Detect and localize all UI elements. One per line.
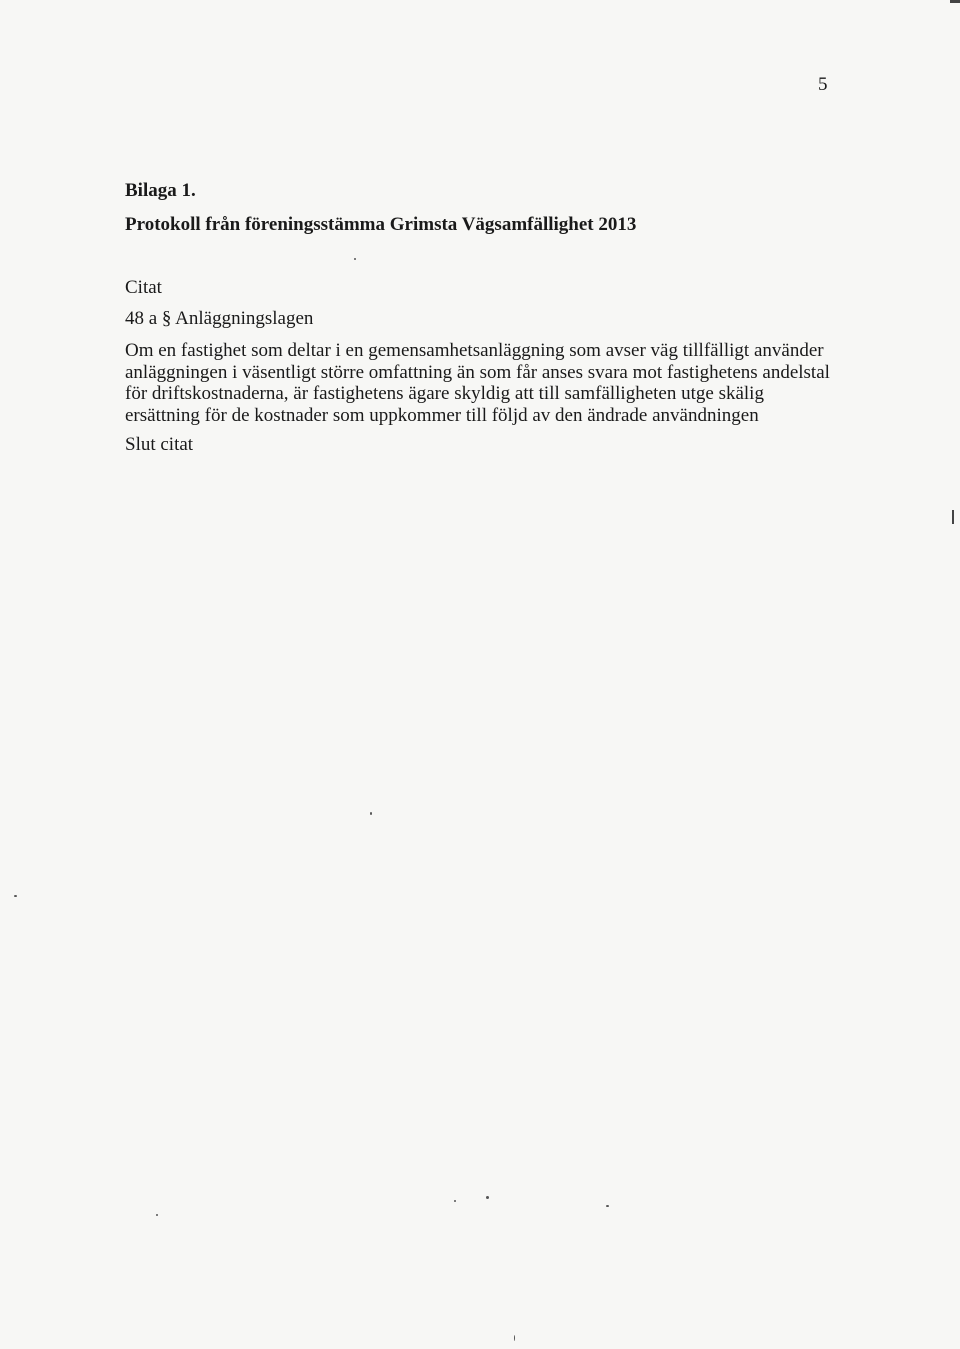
paragraph-line: anläggningen i väsentligt större omfattning än som får anses svara mot fastighetens andelstal xyxy=(125,361,830,383)
page-number: 5 xyxy=(818,74,828,95)
quote-start: Citat xyxy=(125,277,162,298)
paragraph-line: Om en fastighet som deltar i en gemensamhetsanläggning som avser väg tillfälligt använder xyxy=(125,340,824,361)
law-section-reference: 48 a § Anläggningslagen xyxy=(125,308,314,329)
scan-speck xyxy=(486,1196,489,1199)
scan-edge-mark xyxy=(952,510,954,524)
scan-speck xyxy=(14,895,17,897)
scan-speck xyxy=(370,812,372,815)
scan-speck xyxy=(454,1200,456,1202)
document-title: Protokoll från föreningsstämma Grimsta Vägsamfällighet 2013 xyxy=(125,214,637,235)
scan-speck xyxy=(514,1335,515,1341)
scan-speck xyxy=(606,1205,609,1207)
attachment-label: Bilaga 1. xyxy=(125,180,196,201)
scan-speck xyxy=(156,1214,158,1216)
paragraph-line: ersättning för de kostnader som uppkommer till följd av den ändrade användningen xyxy=(125,404,759,426)
scan-edge-mark xyxy=(950,0,960,3)
quote-end: Slut citat xyxy=(125,434,194,455)
paragraph-line: för driftskostnaderna, är fastighetens ägare skyldig att till samfälligheten utge skälig xyxy=(125,383,764,404)
quoted-paragraph xyxy=(125,340,830,426)
scan-speck xyxy=(354,258,356,260)
